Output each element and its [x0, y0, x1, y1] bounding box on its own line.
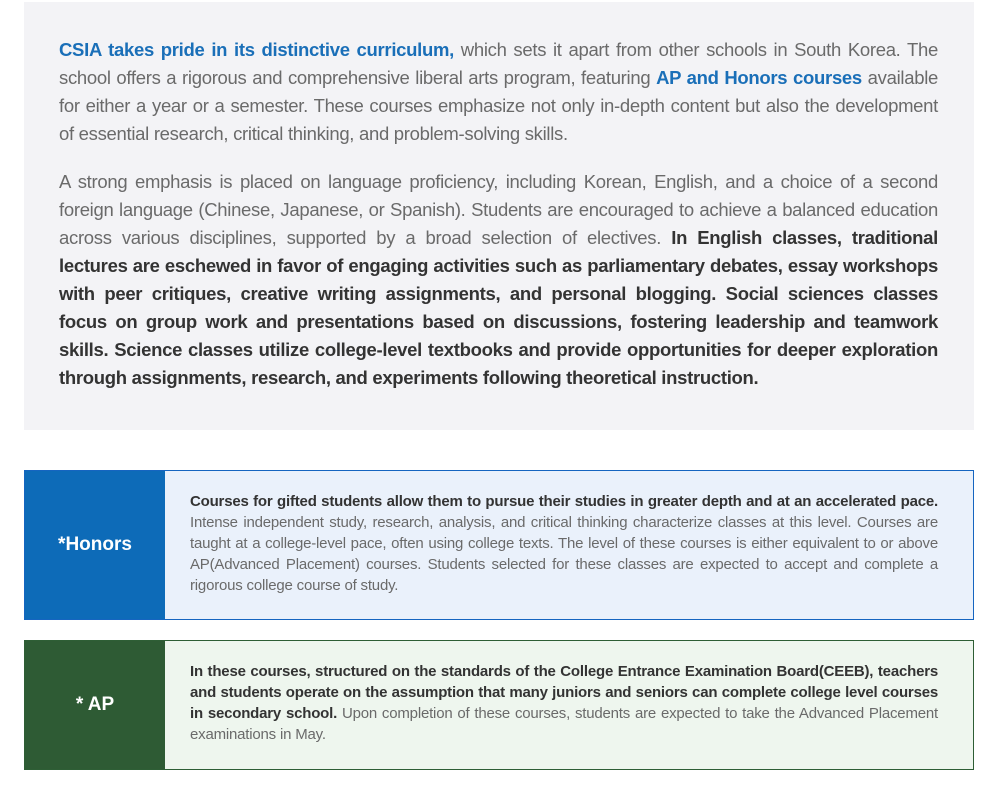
- course-description-honors: [165, 471, 973, 619]
- intro-paragraph-1: [59, 36, 938, 148]
- curriculum-intro: [24, 2, 974, 430]
- course-label-honors: *Honors: [25, 471, 165, 619]
- course-lead-honors: Courses for gifted students allow them to pursue their studies in greater depth and at an accelerated pace.: [190, 493, 938, 510]
- course-row-ap: [24, 640, 974, 770]
- course-description-ap: [165, 641, 973, 769]
- intro-highlight-csia: CSIA takes pride in its distinctive curriculum,: [59, 39, 454, 60]
- intro-text-1b: available for either a year or a semester. These courses emphasize not only in-depth content but also the development of essential research, critical thinking, and problem-solving skills.: [59, 67, 938, 144]
- course-row-honors: [24, 470, 974, 620]
- intro-paragraph-2: [59, 168, 938, 392]
- intro-bold-2: In English classes, traditional lectures are eschewed in favor of engaging activities such as parliamentary debates, essay workshops with peer critiques, creative writing assignments, and personal blogging. Social sciences classes focus on group work and presentations based on discussions, fostering leadership and teamwork skills. Science classes utilize college-level textbooks and provide opportunities for deeper exploration through assignments, research, and experiments following theoretical instruction.: [59, 227, 938, 388]
- intro-text-2: A strong emphasis is placed on language proficiency, including Korean, English, and a choice of a second foreign language (Chinese, Japanese, or Spanish). Students are encouraged to achieve a balanced education across various disciplines, supported by a broad selection of electives.: [59, 171, 938, 248]
- course-text-ap: Upon completion of these courses, students are expected to take the Advanced Placement examinations in May.: [190, 705, 938, 743]
- intro-highlight-ap-honors: AP and Honors courses: [656, 67, 862, 88]
- course-label-ap: * AP: [25, 641, 165, 769]
- course-text-honors: Intense independent study, research, analysis, and critical thinking characterize classes at this level. Courses are taught at a college-level pace, often using college texts. The level of these courses is either equivalent to or above AP(Advanced Placement) courses. Students selected for these classes are expected to accept and complete a rigorous college course of study.: [190, 514, 938, 594]
- intro-text-1a: which sets it apart from other schools in South Korea. The school offers a rigorous and comprehensive liberal arts program, featuring: [59, 39, 938, 88]
- course-lead-ap: In these courses, structured on the standards of the College Entrance Examination Board(CEEB), teachers and students operate on the assumption that many juniors and seniors can complete college level courses in secondary school.: [190, 663, 938, 722]
